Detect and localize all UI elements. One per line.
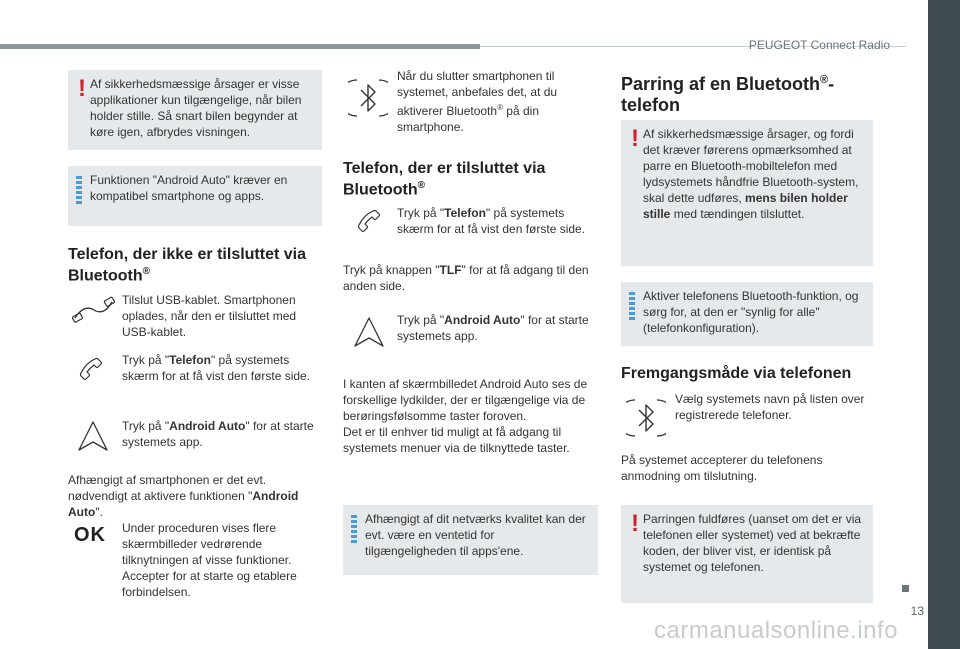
info-icon [629, 292, 635, 320]
info-note-text: Funktionen "Android Auto" kræver en kompatibel smartphone og apps. [90, 173, 288, 203]
paragraph-system-menus: Det er til enhver tid muligt at få adgang til systemets menuer via de tilknyttede taster. [343, 425, 570, 455]
warning-note [621, 120, 873, 266]
section-heading-bluetooth: Telefon, der er tilsluttet via Bluetooth® [343, 160, 546, 199]
info-icon [76, 176, 82, 204]
warning-icon: ! [78, 75, 86, 102]
warning-note-text: Parringen fuldføres (uanset om det er via telefonen eller systemet) ved at bekræfte koden, der bliver vist, er identisk på systemet og telefonen. [643, 512, 862, 574]
paragraph-accept-request: På systemet accepterer du telefonens anmodning om tilslutning. [621, 453, 823, 483]
paragraph-audio-sources: I kanten af skærmbilledet Android Auto ses de forskellige lydkilder, der er tilgængelige via de berøringsfølsomme taster foroven. [343, 377, 588, 423]
section-heading-no-bluetooth: Telefon, der ikke er tilsluttet via Bluetooth® [68, 246, 306, 285]
step-android-auto-text: Tryk på "Android Auto" for at starte systemets app. [122, 419, 314, 449]
android-auto-icon [76, 420, 110, 452]
info-icon [351, 515, 357, 543]
page-sidebar [928, 0, 960, 649]
warning-note-text: Af sikkerhedsmæssige årsager er visse applikationer kun tilgængelige, når bilen holder stille. Så snart bilen begynder at køre igen, afbrydes visningen. [90, 77, 302, 139]
section-heading-pairing: Parring af en Bluetooth®-telefon [621, 74, 835, 115]
paragraph-activate-android-auto: Afhængigt af smartphonen er det evt. nødvendigt at aktivere funktionen "Android Auto". [68, 473, 299, 519]
bluetooth-icon [348, 72, 388, 124]
bluetooth-icon [626, 392, 666, 444]
running-header: PEUGEOT Connect Radio [748, 38, 890, 52]
info-note [621, 282, 873, 346]
section-heading-via-phone: Fremgangsmåde via telefonen [621, 365, 852, 382]
warning-note [68, 70, 322, 150]
warning-icon: ! [631, 125, 639, 152]
page-number: 13 [910, 604, 924, 618]
ok-icon: OK [74, 524, 106, 546]
usb-cable-icon [72, 296, 116, 328]
warning-note-text: Af sikkerhedsmæssige årsager, og fordi det kræver førerens opmærksomhed at parre en Bluetooth-mobiltelefon med lydsystemets håndfrie Bluetooth-system, skal dette udføres, mens bilen holder stille med tændingen tilsluttet. [643, 127, 859, 221]
step-select-system-text: Vælg systemets navn på listen over registrerede telefoner. [675, 392, 865, 422]
info-note-text: Afhængigt af dit netværks kvalitet kan der evt. være en ventetid for tilgængeligheden til apps'ene. [365, 512, 586, 558]
step-usb-text: Tilslut USB-kablet. Smartphonen oplades, når den er tilsluttet med USB-kablet. [122, 293, 297, 339]
info-note-text: Aktiver telefonens Bluetooth-funktion, og sørg for, at den er "synlig for alle" (telefonkonfiguration). [643, 289, 859, 335]
warning-icon: ! [631, 510, 639, 537]
step-bluetooth-text: Når du slutter smartphonen til systemet, anbefales det, at du aktiverer Bluetooth® på din smartphone. [397, 69, 558, 134]
info-note [68, 166, 322, 226]
paragraph-tlf-button: Tryk på knappen "TLF" for at få adgang til den anden side. [343, 263, 589, 293]
step-android-auto-text: Tryk på "Android Auto" for at starte systemets app. [397, 313, 589, 343]
header-rule [0, 44, 480, 49]
phone-icon [356, 208, 382, 234]
android-auto-icon [352, 316, 386, 348]
phone-icon [78, 356, 104, 382]
watermark: carmanualsonline.info [654, 617, 898, 644]
section-end-marker [902, 585, 909, 592]
step-phone-text: Tryk på "Telefon" på systemets skærm for at få vist den første side. [397, 206, 586, 236]
step-phone-text: Tryk på "Telefon" på systemets skærm for at få vist den første side. [122, 353, 311, 383]
info-note [343, 505, 598, 575]
step-ok-text: Under proceduren vises flere skærmbilleder vedrørende tilknytningen af visse funktioner. Accepter for at starte og etablere forbindelsen. [122, 521, 297, 599]
warning-note [621, 505, 873, 603]
